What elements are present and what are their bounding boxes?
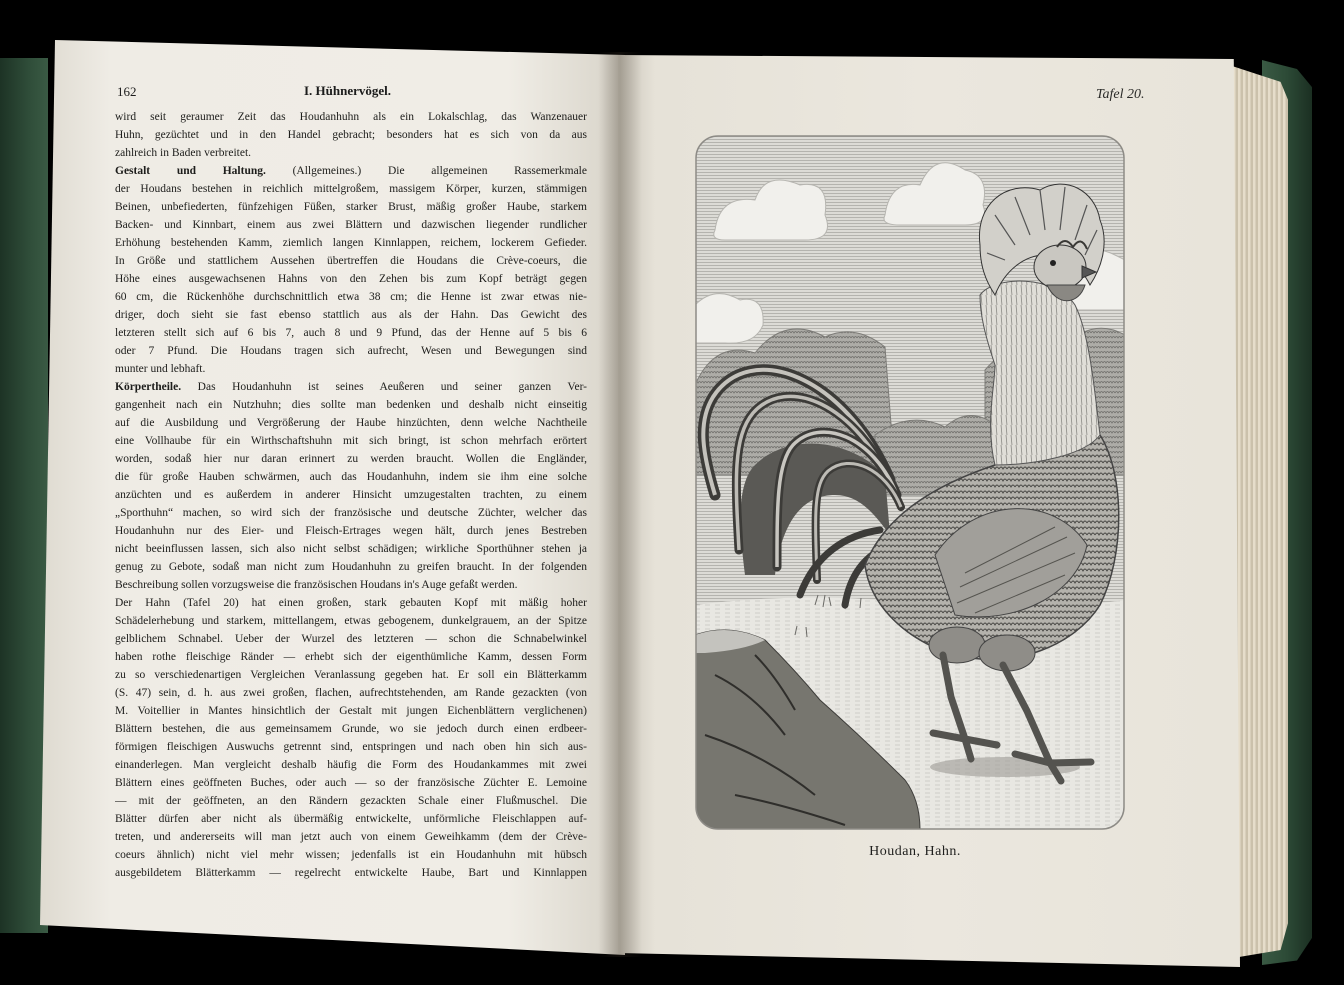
text-line	[115, 720, 587, 738]
text-line-content: anzüchten und es außerdem in anderer Hinsicht umzugestalten trachten, zu einem	[115, 489, 587, 501]
text-line	[115, 774, 587, 792]
text-line-content: Blättern bestehen, die aus gemeinsamem Grunde, wo sie jedoch durch einen erdbeer-	[115, 723, 587, 735]
text-line-content: gangenheit nach ein Nutzhuhn; dies sollte man bedenken und deshalb nicht einseitig	[115, 399, 587, 411]
text-line-content: förmigen fleischigen Auswuchs getrennt sind, entspringen und nach oben hin sich aus-	[115, 741, 587, 753]
text-line-content: „Sporthuhn“ machen, so wird sich der französische und deutsche Züchter, welcher das	[115, 507, 587, 519]
text-line	[115, 738, 587, 756]
text-line-content: Beinen, unbefiederten, fünfzehigen Füßen, starker Brust, mäßig großer Haube, starkem	[115, 201, 587, 213]
text-line-content: nicht beeinflussen lassen, sich also nicht selbst schädigen; wirkliche Sporthühner stehen ja	[115, 543, 587, 555]
text-line	[115, 144, 587, 162]
text-line	[115, 360, 587, 378]
text-line	[115, 486, 587, 504]
text-line	[115, 558, 587, 576]
text-line-content: In Größe und stattlichem Aussehen übertreffen die Houdans die Crève-coeurs, die	[115, 255, 587, 267]
text-line	[115, 612, 587, 630]
text-line-content: (Allgemeines.) Die allgemeinen Rassemerkmale	[265, 165, 587, 177]
text-line-content: — mit der geöffneten, an den Rändern gezackten Schale einer Flußmuschel. Die	[115, 795, 587, 807]
text-line	[115, 630, 587, 648]
text-line	[115, 846, 587, 864]
text-line-content: 60 cm, die Rückenhöhe durchschnittlich etwa 38 cm; die Henne ist zwar etwas nie-	[115, 291, 587, 303]
text-line-content: die für große Hauben schwärmen, auch das Houdanhuhn, indem sie ihm eine solche	[115, 471, 587, 483]
text-line	[115, 378, 587, 396]
text-line	[115, 684, 587, 702]
text-line	[115, 126, 587, 144]
text-line	[115, 108, 587, 126]
text-line	[115, 162, 587, 180]
text-line	[115, 702, 587, 720]
text-line	[115, 540, 587, 558]
page-number: 162	[117, 84, 137, 99]
text-line	[115, 810, 587, 828]
plate-label: Tafel 20.	[1096, 87, 1145, 102]
text-line-content: Huhn, gezüchtet und in den Handel gebracht; besonders hat es sich von da aus	[115, 129, 587, 141]
text-line-content: M. Voitellier in Mantes hinsichtlich der Gestalt mit jungen Eichenblättern verglichenen)	[115, 705, 587, 717]
text-line-content: Der Hahn (Tafel 20) hat einen großen, stark gebauten Kopf mit mäßig hoher	[115, 597, 587, 609]
text-line-content: zahlreich in Baden verbreitet.	[115, 147, 252, 159]
text-line-content: genug zu Gebote, sodaß man nicht zum Houdanhuhn zu greifen braucht. In der folgenden	[115, 561, 587, 573]
text-line-content: gelblichem Schnabel. Ueber der Wurzel des letzteren — schon die Schnabelwinkel	[115, 633, 587, 645]
rooster-head	[1034, 245, 1086, 289]
text-line	[115, 414, 587, 432]
text-line	[115, 252, 587, 270]
text-line-content: Beschreibung sollen vorzugsweise die französischen Houdans in's Auge gefaßt werden.	[115, 579, 518, 591]
body-text	[115, 108, 587, 882]
text-line	[115, 324, 587, 342]
text-line-content: Blätter dürfen aber nicht als übermäßig entwickelte, unförmliche Fleischlappen auf-	[115, 813, 587, 825]
text-line	[115, 666, 587, 684]
text-line	[115, 216, 587, 234]
text-line-content: haben rothe fleischige Ränder — erhebt sich der eigenthümliche Kamm, dessen Form	[115, 651, 587, 663]
text-line	[115, 504, 587, 522]
paragraph-heading: Körpertheile.	[115, 381, 182, 393]
gutter-shadow	[598, 52, 642, 957]
text-line	[115, 234, 587, 252]
text-line	[115, 432, 587, 450]
text-line-content: Erhöhung bestehenden Kamm, ziemlich langen Kinnlappen, reichem, lockerem Gefieder.	[115, 237, 587, 249]
text-line	[115, 180, 587, 198]
text-line	[115, 306, 587, 324]
text-line	[115, 468, 587, 486]
rooster-thigh	[929, 627, 985, 663]
text-line-content: einanderlegen. Man vergleicht deshalb häufig die Form des Houdankammes mit zwei	[115, 759, 587, 771]
text-line	[115, 576, 587, 594]
text-line-content: Schädelerhebung und starkem, mittellangem, etwas gebogenem, dunkelgrauem, an der Spitze	[115, 615, 587, 627]
text-line-content: Houdanhuhn nur des Eier- und Fleisch-Ertrages wegen hält, durch jenes Bestreben	[115, 525, 587, 537]
text-line-content: coeurs ähnlich) nicht viel mehr wissen; jedenfalls ist ein Houdanhuhn mit hübsch	[115, 849, 587, 861]
text-line-content: Blättern eines geöffneten Buches, oder auch — so der französische Züchter E. Lemoine	[115, 777, 587, 789]
book-cover-left	[0, 58, 48, 933]
cloud	[695, 294, 763, 344]
text-line	[115, 288, 587, 306]
rooster-eye	[1050, 260, 1056, 266]
rooster-engraving	[695, 135, 1125, 830]
text-line	[115, 270, 587, 288]
text-line-content: oder 7 Pfund. Die Houdans tragen sich aufrecht, Wesen und Bewegungen sind	[115, 345, 587, 357]
text-line-content: auf die Ausbildung und Vergrößerung der Haube hinzüchten, denn welche Nachtheile	[115, 417, 587, 429]
text-line-content: wird seit geraumer Zeit das Houdanhuhn als ein Lokalschlag, das Wanzenauer	[115, 111, 587, 123]
text-line	[115, 828, 587, 846]
text-line	[115, 864, 587, 882]
text-line	[115, 594, 587, 612]
text-line-content: zu so verschiedenartigen Vergleichen Veranlassung gegeben hat. Er soll ein Blätterkamm	[115, 669, 587, 681]
text-line	[115, 648, 587, 666]
text-line	[115, 396, 587, 414]
text-line-content: Backen- und Kinnbart, einem aus zwei Blättern und dazwischen liegender rundlicher	[115, 219, 587, 231]
text-line	[115, 522, 587, 540]
text-line	[115, 450, 587, 468]
text-line-content: letzteren stellt sich auf 6 bis 7, auch 8 und 9 Pfund, das der Henne auf 5 bis 6	[115, 327, 587, 339]
text-line-content: worden, sodaß hier nur daran erinnert zu werden braucht. Wollen die Engländer,	[115, 453, 587, 465]
text-line-content: driger, doch sieht sie fast ebenso stattlich aus als der Hahn. Das Gewicht des	[115, 309, 587, 321]
plate-caption: Houdan, Hahn.	[869, 844, 961, 859]
text-line-content: munter und lebhaft.	[115, 363, 206, 375]
paragraph-heading: Gestalt und Haltung.	[115, 165, 266, 177]
text-line	[115, 198, 587, 216]
text-line	[115, 342, 587, 360]
text-line-content: der Houdans bestehen in reichlich mittelgroßem, massigem Körper, kurzen, stämmigen	[115, 183, 587, 195]
running-head: I. Hühnervögel.	[304, 83, 392, 98]
text-line	[115, 756, 587, 774]
text-line-content: (S. 47) sein, d. h. aus zwei großen, flachen, aufrechtstehenden, am Rande gezackten (von	[115, 687, 587, 699]
text-line-content: eine Vollhaube für ein Wirthschaftshuhn mit sich bringt, ist schon mehrfach erörtert	[115, 435, 587, 447]
text-line-content: Das Houdanhuhn ist seines Aeußeren und seiner ganzen Ver-	[181, 381, 587, 393]
text-line-content: ausgebildetem Blätterkamm — regelrecht entwickelte Haube, Bart und Kinnlappen	[115, 867, 587, 879]
text-line-content: Höhe eines ausgewachsenen Hahns von den Zehen bis zum Kopf beträgt gegen	[115, 273, 587, 285]
text-line-content: treten, und andererseits will man jetzt auch von einem Geweihkamm (dem der Crève-	[115, 831, 587, 843]
text-line	[115, 792, 587, 810]
